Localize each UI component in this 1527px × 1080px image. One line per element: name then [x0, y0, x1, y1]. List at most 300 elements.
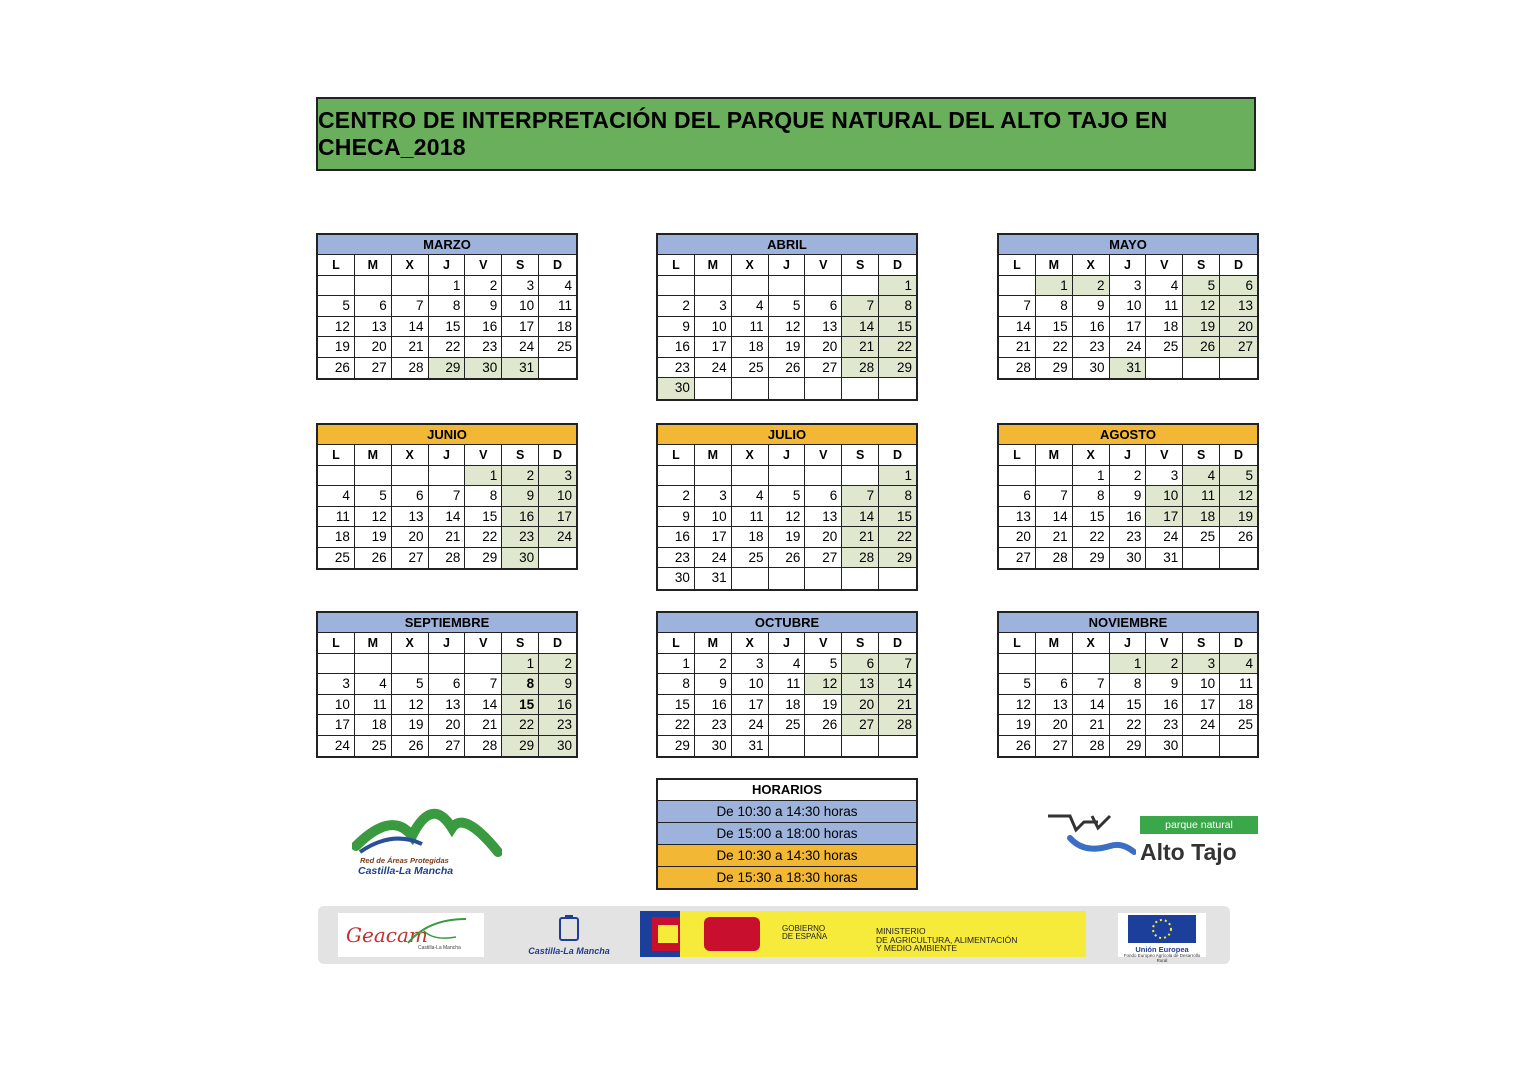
- month-title: AGOSTO: [999, 425, 1257, 445]
- day-cell: 4: [355, 674, 392, 695]
- month-calendar-octubre: [656, 611, 918, 758]
- weekday-header: S: [1183, 445, 1220, 466]
- day-cell: 13: [1036, 695, 1073, 716]
- day-cell: 25: [732, 358, 769, 379]
- day-cell: 16: [1146, 695, 1183, 716]
- weekday-header: J: [1110, 633, 1147, 654]
- weekday-header: L: [318, 633, 355, 654]
- day-cell: 5: [392, 674, 429, 695]
- day-cell: 11: [318, 507, 355, 528]
- day-cell: 24: [502, 337, 539, 358]
- day-cell: 13: [999, 507, 1036, 528]
- day-cell: 2: [539, 654, 576, 675]
- day-cell: 10: [1146, 486, 1183, 507]
- day-cell: 30: [1073, 358, 1110, 379]
- day-cell: 31: [1110, 358, 1147, 379]
- weekday-header: X: [392, 255, 429, 276]
- day-cell: 9: [658, 317, 695, 338]
- day-cell: 22: [1073, 527, 1110, 548]
- weekday-header: X: [1073, 255, 1110, 276]
- day-cell: 19: [1220, 507, 1257, 528]
- weekday-header: M: [355, 445, 392, 466]
- month-days-grid: [999, 255, 1257, 378]
- page-title: CENTRO DE INTERPRETACIÓN DEL PARQUE NATURAL DEL ALTO TAJO EN CHECA_2018: [316, 97, 1256, 171]
- weekday-header: V: [465, 445, 502, 466]
- day-cell: 29: [658, 736, 695, 757]
- day-cell: 22: [502, 715, 539, 736]
- empty-cell: [318, 466, 355, 487]
- day-cell: 25: [1146, 337, 1183, 358]
- day-cell: 20: [805, 527, 842, 548]
- day-cell: 16: [1073, 317, 1110, 338]
- empty-cell: [429, 466, 466, 487]
- castilla-la-mancha-logo: [514, 914, 624, 958]
- day-cell: 9: [465, 296, 502, 317]
- day-cell: 20: [999, 527, 1036, 548]
- month-days-grid: [318, 633, 576, 756]
- empty-cell: [999, 654, 1036, 675]
- day-cell: 4: [1220, 654, 1257, 675]
- day-cell: 16: [539, 695, 576, 716]
- day-cell: 3: [1146, 466, 1183, 487]
- red-areas-line2: Castilla-La Mancha: [358, 865, 454, 877]
- day-cell: 15: [429, 317, 466, 338]
- empty-cell: [805, 736, 842, 757]
- day-cell: 30: [502, 548, 539, 569]
- day-cell: 25: [1220, 715, 1257, 736]
- month-days-grid: [658, 255, 916, 399]
- empty-cell: [732, 378, 769, 399]
- day-cell: 31: [1146, 548, 1183, 569]
- day-cell: 19: [805, 695, 842, 716]
- day-cell: 14: [392, 317, 429, 338]
- day-cell: 24: [1183, 715, 1220, 736]
- parque-natural-label: parque natural: [1140, 816, 1258, 834]
- day-cell: 12: [805, 674, 842, 695]
- day-cell: 10: [502, 296, 539, 317]
- empty-cell: [1183, 358, 1220, 379]
- empty-cell: [1036, 466, 1073, 487]
- day-cell: 10: [318, 695, 355, 716]
- empty-cell: [318, 276, 355, 297]
- weekday-header: J: [769, 255, 806, 276]
- weekday-header: X: [1073, 445, 1110, 466]
- month-days-grid: [318, 255, 576, 378]
- weekday-header: D: [539, 633, 576, 654]
- empty-cell: [1220, 548, 1257, 569]
- month-title: SEPTIEMBRE: [318, 613, 576, 633]
- day-cell: 1: [465, 466, 502, 487]
- day-cell: 5: [355, 486, 392, 507]
- day-cell: 14: [1073, 695, 1110, 716]
- day-cell: 19: [769, 337, 806, 358]
- day-cell: 8: [465, 486, 502, 507]
- day-cell: 8: [1073, 486, 1110, 507]
- day-cell: 18: [732, 527, 769, 548]
- weekday-header: L: [999, 633, 1036, 654]
- day-cell: 12: [318, 317, 355, 338]
- day-cell: 27: [392, 548, 429, 569]
- schedule-table: [656, 778, 918, 890]
- day-cell: 2: [695, 654, 732, 675]
- weekday-header: D: [879, 445, 916, 466]
- weekday-header: X: [732, 633, 769, 654]
- weekday-header: J: [769, 633, 806, 654]
- day-cell: 8: [429, 296, 466, 317]
- day-cell: 27: [805, 548, 842, 569]
- day-cell: 3: [1110, 276, 1147, 297]
- weekday-header: M: [695, 633, 732, 654]
- day-cell: 2: [465, 276, 502, 297]
- month-calendar-agosto: [997, 423, 1259, 570]
- day-cell: 24: [695, 548, 732, 569]
- day-cell: 25: [769, 715, 806, 736]
- day-cell: 17: [1146, 507, 1183, 528]
- weekday-header: V: [1146, 445, 1183, 466]
- day-cell: 11: [732, 317, 769, 338]
- empty-cell: [769, 378, 806, 399]
- weekday-header: M: [1036, 633, 1073, 654]
- day-cell: 16: [658, 337, 695, 358]
- day-cell: 30: [465, 358, 502, 379]
- day-cell: 8: [658, 674, 695, 695]
- weekday-header: S: [842, 255, 879, 276]
- weekday-header: S: [502, 255, 539, 276]
- day-cell: 23: [1110, 527, 1147, 548]
- day-cell: 31: [732, 736, 769, 757]
- day-cell: 12: [1220, 486, 1257, 507]
- day-cell: 30: [695, 736, 732, 757]
- day-cell: 3: [732, 654, 769, 675]
- day-cell: 15: [879, 507, 916, 528]
- day-cell: 15: [1073, 507, 1110, 528]
- river-icon: [1040, 808, 1136, 868]
- day-cell: 4: [769, 654, 806, 675]
- empty-cell: [539, 358, 576, 379]
- day-cell: 5: [999, 674, 1036, 695]
- weekday-header: L: [318, 445, 355, 466]
- day-cell: 6: [429, 674, 466, 695]
- day-cell: 29: [502, 736, 539, 757]
- eu-flag-icon: [1118, 913, 1206, 943]
- shield-icon: [554, 914, 584, 944]
- month-days-grid: [999, 445, 1257, 568]
- geacam-sub-label: Castilla-La Mancha: [418, 945, 461, 951]
- day-cell: 25: [355, 736, 392, 757]
- day-cell: 16: [658, 527, 695, 548]
- day-cell: 18: [539, 317, 576, 338]
- empty-cell: [842, 466, 879, 487]
- empty-cell: [355, 654, 392, 675]
- day-cell: 7: [429, 486, 466, 507]
- day-cell: 11: [769, 674, 806, 695]
- empty-cell: [805, 466, 842, 487]
- weekday-header: D: [539, 255, 576, 276]
- day-cell: 20: [1036, 715, 1073, 736]
- alto-tajo-label: Alto Tajo: [1140, 839, 1237, 865]
- day-cell: 5: [769, 296, 806, 317]
- day-cell: 21: [465, 715, 502, 736]
- weekday-header: V: [805, 445, 842, 466]
- day-cell: 18: [769, 695, 806, 716]
- schedule-title: HORARIOS: [658, 780, 916, 801]
- day-cell: 15: [465, 507, 502, 528]
- day-cell: 6: [1220, 276, 1257, 297]
- day-cell: 22: [1036, 337, 1073, 358]
- month-days-grid: [658, 445, 916, 589]
- empty-cell: [658, 276, 695, 297]
- day-cell: 6: [1036, 674, 1073, 695]
- day-cell: 30: [1146, 736, 1183, 757]
- month-calendar-noviembre: [997, 611, 1259, 758]
- weekday-header: L: [658, 445, 695, 466]
- empty-cell: [732, 466, 769, 487]
- day-cell: 9: [1073, 296, 1110, 317]
- day-cell: 27: [355, 358, 392, 379]
- day-cell: 29: [1036, 358, 1073, 379]
- day-cell: 6: [355, 296, 392, 317]
- day-cell: 9: [502, 486, 539, 507]
- day-cell: 12: [999, 695, 1036, 716]
- empty-cell: [695, 276, 732, 297]
- month-days-grid: [999, 633, 1257, 756]
- day-cell: 6: [805, 486, 842, 507]
- day-cell: 28: [429, 548, 466, 569]
- empty-cell: [695, 466, 732, 487]
- day-cell: 23: [1073, 337, 1110, 358]
- day-cell: 28: [842, 358, 879, 379]
- day-cell: 21: [429, 527, 466, 548]
- sponsor-footer: [318, 906, 1230, 964]
- empty-cell: [842, 378, 879, 399]
- day-cell: 10: [1183, 674, 1220, 695]
- day-cell: 6: [842, 654, 879, 675]
- geacam-logo: [338, 913, 484, 957]
- day-cell: 22: [879, 337, 916, 358]
- weekday-header: M: [1036, 255, 1073, 276]
- day-cell: 14: [999, 317, 1036, 338]
- day-cell: 13: [805, 507, 842, 528]
- day-cell: 27: [805, 358, 842, 379]
- day-cell: 8: [1036, 296, 1073, 317]
- day-cell: 24: [1146, 527, 1183, 548]
- day-cell: 4: [318, 486, 355, 507]
- day-cell: 25: [539, 337, 576, 358]
- day-cell: 11: [1220, 674, 1257, 695]
- weekday-header: X: [732, 445, 769, 466]
- empty-cell: [999, 466, 1036, 487]
- day-cell: 14: [1036, 507, 1073, 528]
- weekday-header: S: [502, 633, 539, 654]
- day-cell: 15: [1110, 695, 1147, 716]
- empty-cell: [1220, 358, 1257, 379]
- day-cell: 21: [842, 527, 879, 548]
- day-cell: 28: [879, 715, 916, 736]
- day-cell: 5: [318, 296, 355, 317]
- day-cell: 28: [465, 736, 502, 757]
- weekday-header: D: [879, 633, 916, 654]
- day-cell: 1: [429, 276, 466, 297]
- day-cell: 12: [769, 507, 806, 528]
- day-cell: 19: [769, 527, 806, 548]
- day-cell: 25: [1183, 527, 1220, 548]
- day-cell: 26: [999, 736, 1036, 757]
- day-cell: 10: [732, 674, 769, 695]
- day-cell: 23: [502, 527, 539, 548]
- day-cell: 26: [1183, 337, 1220, 358]
- month-calendar-junio: [316, 423, 578, 570]
- month-days-grid: [658, 633, 916, 756]
- day-cell: 31: [502, 358, 539, 379]
- day-cell: 7: [879, 654, 916, 675]
- weekday-header: M: [695, 255, 732, 276]
- day-cell: 20: [429, 715, 466, 736]
- ue-label: Unión Europea: [1135, 945, 1189, 954]
- day-cell: 20: [392, 527, 429, 548]
- empty-cell: [732, 568, 769, 589]
- day-cell: 8: [1110, 674, 1147, 695]
- day-cell: 17: [539, 507, 576, 528]
- day-cell: 7: [999, 296, 1036, 317]
- day-cell: 3: [695, 296, 732, 317]
- day-cell: 8: [879, 486, 916, 507]
- day-cell: 20: [842, 695, 879, 716]
- empty-cell: [842, 568, 879, 589]
- day-cell: 29: [879, 548, 916, 569]
- day-cell: 7: [1036, 486, 1073, 507]
- weekday-header: S: [1183, 633, 1220, 654]
- month-title: MARZO: [318, 235, 576, 255]
- alto-tajo-logo: [1040, 808, 1260, 878]
- ministerio-label: MINISTERIO DE AGRICULTURA, ALIMENTACIÓN Y MEDIO AMBIENTE: [876, 926, 1018, 953]
- day-cell: 7: [842, 486, 879, 507]
- weekday-header: J: [769, 445, 806, 466]
- day-cell: 23: [658, 548, 695, 569]
- empty-cell: [658, 466, 695, 487]
- day-cell: 2: [658, 296, 695, 317]
- day-cell: 27: [429, 736, 466, 757]
- weekday-header: J: [429, 255, 466, 276]
- schedule-row: De 10:30 a 14:30 horas: [658, 801, 916, 823]
- day-cell: 7: [465, 674, 502, 695]
- empty-cell: [769, 736, 806, 757]
- day-cell: 1: [1073, 466, 1110, 487]
- day-cell: 29: [1073, 548, 1110, 569]
- day-cell: 24: [1110, 337, 1147, 358]
- day-cell: 26: [318, 358, 355, 379]
- empty-cell: [842, 276, 879, 297]
- day-cell: 17: [732, 695, 769, 716]
- weekday-header: V: [1146, 255, 1183, 276]
- day-cell: 2: [1073, 276, 1110, 297]
- day-cell: 26: [769, 548, 806, 569]
- day-cell: 29: [465, 548, 502, 569]
- day-cell: 27: [999, 548, 1036, 569]
- day-cell: 17: [1183, 695, 1220, 716]
- day-cell: 19: [1183, 317, 1220, 338]
- day-cell: 11: [539, 296, 576, 317]
- day-cell: 21: [842, 337, 879, 358]
- day-cell: 14: [429, 507, 466, 528]
- empty-cell: [769, 568, 806, 589]
- day-cell: 9: [1110, 486, 1147, 507]
- day-cell: 12: [769, 317, 806, 338]
- day-cell: 16: [502, 507, 539, 528]
- empty-cell: [769, 276, 806, 297]
- day-cell: 9: [695, 674, 732, 695]
- day-cell: 11: [1146, 296, 1183, 317]
- weekday-header: M: [695, 445, 732, 466]
- gobierno-label: GOBIERNO DE ESPAÑA: [782, 924, 828, 941]
- month-calendar-marzo: [316, 233, 578, 380]
- day-cell: 10: [695, 317, 732, 338]
- day-cell: 3: [539, 466, 576, 487]
- day-cell: 26: [392, 736, 429, 757]
- day-cell: 29: [1110, 736, 1147, 757]
- day-cell: 28: [392, 358, 429, 379]
- day-cell: 6: [805, 296, 842, 317]
- day-cell: 26: [769, 358, 806, 379]
- day-cell: 20: [805, 337, 842, 358]
- weekday-header: S: [842, 445, 879, 466]
- schedule-row: De 15:30 a 18:30 horas: [658, 867, 916, 888]
- day-cell: 14: [842, 317, 879, 338]
- weekday-header: V: [805, 633, 842, 654]
- empty-cell: [732, 276, 769, 297]
- weekday-header: V: [465, 633, 502, 654]
- day-cell: 17: [502, 317, 539, 338]
- day-cell: 29: [429, 358, 466, 379]
- empty-cell: [539, 548, 576, 569]
- weekday-header: L: [999, 255, 1036, 276]
- geacam-label: Geacam: [346, 923, 428, 947]
- day-cell: 27: [1036, 736, 1073, 757]
- day-cell: 9: [539, 674, 576, 695]
- day-cell: 17: [695, 527, 732, 548]
- weekday-header: X: [732, 255, 769, 276]
- day-cell: 19: [392, 715, 429, 736]
- month-calendar-mayo: [997, 233, 1259, 380]
- empty-cell: [465, 654, 502, 675]
- day-cell: 15: [1036, 317, 1073, 338]
- month-title: JULIO: [658, 425, 916, 445]
- empty-cell: [355, 276, 392, 297]
- day-cell: 4: [1146, 276, 1183, 297]
- day-cell: 28: [842, 548, 879, 569]
- day-cell: 23: [539, 715, 576, 736]
- day-cell: 11: [1183, 486, 1220, 507]
- empty-cell: [805, 568, 842, 589]
- month-calendar-septiembre: [316, 611, 578, 758]
- day-cell: 26: [805, 715, 842, 736]
- month-calendar-abril: [656, 233, 918, 401]
- day-cell: 21: [392, 337, 429, 358]
- day-cell: 22: [1110, 715, 1147, 736]
- day-cell: 15: [658, 695, 695, 716]
- empty-cell: [1073, 654, 1110, 675]
- day-cell: 9: [1146, 674, 1183, 695]
- weekday-header: S: [1183, 255, 1220, 276]
- day-cell: 5: [805, 654, 842, 675]
- empty-cell: [392, 466, 429, 487]
- day-cell: 9: [658, 507, 695, 528]
- day-cell: 27: [842, 715, 879, 736]
- weekday-header: D: [1220, 255, 1257, 276]
- day-cell: 13: [842, 674, 879, 695]
- day-cell: 2: [502, 466, 539, 487]
- empty-cell: [318, 654, 355, 675]
- day-cell: 23: [658, 358, 695, 379]
